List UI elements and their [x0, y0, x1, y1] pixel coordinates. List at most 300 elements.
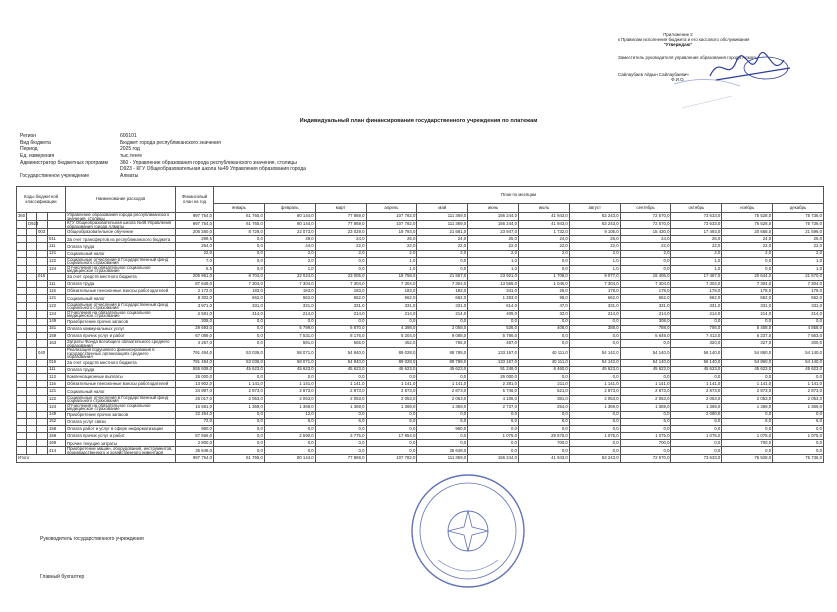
code-cell: [37, 395, 48, 403]
month-value-cell: 183,0: [264, 288, 315, 295]
code-cell: [37, 280, 48, 287]
month-value-cell: 8 460,0: [519, 366, 570, 373]
month-value-cell: 214,0: [366, 310, 417, 318]
month-value-cell: 2 053,0: [569, 395, 620, 403]
month-value-cell: 5 408,0: [722, 325, 773, 332]
month-value-cell: 178,0: [722, 288, 773, 295]
code-cell: [27, 250, 37, 257]
table-row: [17, 221, 824, 229]
month-value-cell: 521,0: [519, 388, 570, 395]
month-value-cell: 1,0: [671, 257, 722, 265]
code-cell: [27, 302, 37, 310]
total-month-cell: 80 144,0: [264, 455, 315, 462]
month-value-cell: 22,0: [569, 243, 620, 250]
month-value-cell: 2 053,0: [722, 395, 773, 403]
code-cell: 158: [48, 425, 66, 432]
month-value-cell: 1,0: [671, 265, 722, 273]
month-value-cell: 8 176,0: [315, 332, 366, 339]
month-value-cell: 6,0: [315, 418, 366, 425]
code-cell: 111: [48, 280, 66, 287]
code-cell: [17, 310, 27, 318]
month-value-cell: 8 704,0: [214, 273, 265, 280]
expense-name-cell: Оплата прочих услуг и работ: [66, 332, 176, 339]
month-value-cell: 75 736,0: [773, 221, 824, 229]
month-value-cell: 15 430,0: [620, 229, 671, 236]
year-plan-cell: 67 089,0: [176, 332, 214, 339]
month-value-cell: 214,0: [671, 310, 722, 318]
requisite-label: Вид бюджета: [20, 139, 51, 146]
table-row: [17, 411, 824, 418]
month-value-cell: 26 000,0: [468, 373, 519, 380]
month-value-cell: 77 869,0: [315, 221, 366, 229]
month-value-cell: 21 581,0: [417, 229, 468, 236]
month-value-cell: 300,0: [773, 340, 824, 348]
month-value-cell: 1 369,0: [417, 403, 468, 411]
month-value-cell: 214,0: [264, 310, 315, 318]
code-cell: [17, 273, 27, 280]
code-cell: D923: [27, 221, 37, 229]
month-value-cell: 80 144,0: [264, 213, 315, 221]
month-value-cell: 56 140,0: [671, 348, 722, 360]
month-value-cell: 662,0: [417, 295, 468, 302]
month-value-cell: 1 075,0: [569, 433, 620, 440]
table-row: [17, 302, 824, 310]
month-value-cell: 61 765,0: [214, 221, 265, 229]
month-value-cell: 3 775,0: [315, 433, 366, 440]
code-cell: [27, 280, 37, 287]
month-value-cell: 662,0: [722, 295, 773, 302]
year-plan-cell: 8 302,0: [176, 295, 214, 302]
code-cell: [17, 373, 27, 380]
month-value-cell: 1 075,0: [620, 433, 671, 440]
year-plan-cell: 34 997,0: [176, 388, 214, 395]
month-value-cell: 0,0: [722, 265, 773, 273]
expense-name-cell: Отчисления на обязательное социальное медицинское страхование: [66, 265, 176, 273]
month-value-cell: 72 570,0: [620, 213, 671, 221]
code-cell: [27, 318, 37, 325]
code-cell: [27, 433, 37, 440]
month-value-cell: 214,0: [722, 310, 773, 318]
code-cell: 124: [48, 310, 66, 318]
code-cell: [27, 388, 37, 395]
code-cell: 414: [48, 447, 66, 455]
month-value-cell: 24,0: [620, 236, 671, 243]
code-cell: [37, 318, 48, 325]
month-value-cell: 89 028,0: [366, 359, 417, 366]
month-value-cell: 0,0: [214, 373, 265, 380]
month-value-cell: 41 943,0: [519, 221, 570, 229]
code-cell: 111: [48, 366, 66, 373]
month-value-cell: 2 281,0: [468, 381, 519, 388]
month-value-cell: 1 141,0: [671, 381, 722, 388]
month-value-cell: 214,0: [773, 310, 824, 318]
table-row: [17, 359, 824, 366]
month-value-cell: 700,0: [519, 440, 570, 447]
month-value-cell: 1 141,0: [214, 381, 265, 388]
month-value-cell: 0,0: [722, 318, 773, 325]
code-cell: [17, 440, 27, 447]
month-value-cell: 1 045,0: [519, 280, 570, 287]
month-value-cell: 49,0: [264, 236, 315, 243]
code-cell: [17, 236, 27, 243]
month-value-cell: 1 369,0: [214, 403, 265, 411]
requisite-value: 360 - Управление образования города республиканского значения, столицы: [120, 159, 297, 166]
month-value-cell: 1,0: [366, 257, 417, 265]
table-row: [17, 265, 824, 273]
month-value-cell: 2 053,0: [417, 395, 468, 403]
month-value-cell: 20 644,0: [722, 273, 773, 280]
month-value-cell: 0,0: [417, 433, 468, 440]
month-value-cell: 2,0: [417, 250, 468, 257]
total-month-cell: 156 244,0: [468, 455, 519, 462]
month-value-cell: 0,0: [722, 411, 773, 418]
month-value-cell: 0,0: [519, 318, 570, 325]
code-cell: 159: [48, 332, 66, 339]
month-value-cell: 22,0: [315, 243, 366, 250]
month-value-cell: 7 304,0: [671, 280, 722, 287]
year-plan-cell: 35 648,0: [176, 447, 214, 455]
header-month: январь: [214, 204, 265, 213]
month-value-cell: 452,0: [366, 340, 417, 348]
month-value-cell: 6 237,0: [722, 332, 773, 339]
header-months-group: План по месяцам: [214, 187, 824, 204]
table-row: [17, 373, 824, 380]
month-value-cell: 1 141,0: [620, 381, 671, 388]
month-value-cell: 1 369,0: [773, 403, 824, 411]
code-cell: [27, 381, 37, 388]
code-cell: 116: [48, 381, 66, 388]
code-cell: [27, 332, 37, 339]
approval-line: Приложение 2: [663, 32, 693, 37]
code-cell: [17, 348, 27, 360]
month-value-cell: 7 304,0: [214, 280, 265, 287]
month-value-cell: 0,0: [671, 425, 722, 432]
code-cell: [17, 340, 27, 348]
total-label-cell: Итого: [17, 455, 176, 462]
month-value-cell: 0,0: [214, 340, 265, 348]
code-cell: [37, 366, 48, 373]
header-month: ноябрь: [722, 204, 773, 213]
month-value-cell: 32,0: [519, 310, 570, 318]
month-value-cell: 2 873,0: [569, 388, 620, 395]
code-cell: [17, 366, 27, 373]
signature-accountant: Главный бухгалтер: [40, 574, 85, 580]
month-value-cell: 21 557,0: [417, 273, 468, 280]
expense-name-cell: Социальные отчисления в Государственный фонд социального страхования: [66, 395, 176, 403]
month-value-cell: 26,0: [519, 288, 570, 295]
table-row: [17, 381, 824, 388]
header-year: Финансовый план на год: [176, 187, 214, 213]
month-value-cell: 183,0: [214, 288, 265, 295]
code-cell: [37, 447, 48, 455]
code-cell: 169: [48, 440, 66, 447]
month-value-cell: 331,0: [315, 302, 366, 310]
requisite-value: 2025 год: [120, 146, 140, 153]
month-value-cell: 18 784,0: [366, 229, 417, 236]
code-cell: [37, 213, 48, 221]
year-plan-cell: 264,0: [176, 243, 214, 250]
expense-name-cell: Социальные отчисления в Государственный фонд социального страхования: [66, 302, 176, 310]
month-value-cell: 1 283,0: [468, 295, 519, 302]
month-value-cell: 2 873,0: [315, 388, 366, 395]
month-value-cell: 0,0: [569, 340, 620, 348]
table-row: [17, 288, 824, 295]
month-value-cell: 662,0: [366, 295, 417, 302]
expense-name-cell: За счет трансфертов из республиканского бюджета: [66, 236, 176, 243]
requisite-row: [20, 173, 306, 180]
code-cell: [27, 373, 37, 380]
requisite-value: Алматы: [120, 172, 139, 179]
month-value-cell: 1 141,0: [569, 381, 620, 388]
expense-name-cell: Отчисления на обязательное социальное медицинское страхование: [66, 403, 176, 411]
expense-name-cell: Социальный налог: [66, 295, 176, 302]
month-value-cell: 2 080,0: [671, 411, 722, 418]
month-value-cell: 662,0: [214, 295, 265, 302]
signature-block: [40, 536, 144, 612]
month-value-cell: 22 073,0: [264, 229, 315, 236]
month-value-cell: 662,0: [315, 295, 366, 302]
month-value-cell: 22,0: [671, 243, 722, 250]
month-value-cell: 0,0: [722, 425, 773, 432]
month-value-cell: 0,0: [519, 265, 570, 273]
table-row: [17, 418, 824, 425]
month-value-cell: 0,0: [417, 265, 468, 273]
requisite-row: [20, 133, 306, 140]
year-plan-cell: 4 267,0: [176, 340, 214, 348]
code-cell: [37, 340, 48, 348]
month-value-cell: 156 244,0: [468, 213, 519, 221]
code-cell: [27, 257, 37, 265]
month-value-cell: 9 077,0: [569, 273, 620, 280]
month-value-cell: 54 142,0: [569, 359, 620, 366]
month-value-cell: 178,0: [773, 288, 824, 295]
month-value-cell: 2 590,0: [264, 433, 315, 440]
month-value-cell: 2 873,0: [620, 388, 671, 395]
code-cell: 124: [48, 265, 66, 273]
month-value-cell: 2 053,0: [264, 395, 315, 403]
month-value-cell: 0,0: [671, 373, 722, 380]
code-cell: [27, 366, 37, 373]
code-cell: [48, 348, 66, 360]
month-value-cell: 0,0: [569, 425, 620, 432]
month-value-cell: 22,0: [722, 243, 773, 250]
month-value-cell: 111 369,0: [417, 221, 468, 229]
month-value-cell: 487,0: [468, 340, 519, 348]
month-value-cell: 788,0: [620, 325, 671, 332]
month-value-cell: 26,0: [671, 236, 722, 243]
approval-line: Ф.И.О.: [671, 77, 685, 82]
year-plan-cell: 13 902,0: [176, 381, 214, 388]
month-value-cell: 45 623,0: [722, 366, 773, 373]
month-value-cell: 308,0: [620, 318, 671, 325]
month-value-cell: 25,0: [468, 236, 519, 243]
month-value-cell: 2,0: [722, 250, 773, 257]
month-value-cell: 0,0: [214, 447, 265, 455]
month-value-cell: 0,0: [620, 425, 671, 432]
code-cell: [27, 325, 37, 332]
code-cell: [17, 411, 27, 418]
code-cell: 122: [48, 257, 66, 265]
month-value-cell: 54 140,0: [773, 359, 824, 366]
month-value-cell: 58 071,0: [264, 348, 315, 360]
month-value-cell: 0,0: [214, 411, 265, 418]
header-month: август: [569, 204, 620, 213]
month-value-cell: 0,0: [366, 318, 417, 325]
month-value-cell: 1 708,0: [519, 273, 570, 280]
month-value-cell: 409,0: [468, 310, 519, 318]
code-cell: [37, 295, 48, 302]
code-cell: [37, 425, 48, 432]
month-value-cell: 9 088,0: [417, 332, 468, 339]
code-cell: [17, 395, 27, 403]
month-value-cell: 72 570,0: [620, 221, 671, 229]
code-cell: [27, 295, 37, 302]
expense-name-cell: Приобретение прочих запасов: [66, 411, 176, 418]
month-value-cell: 0,0: [315, 265, 366, 273]
month-value-cell: 2 737,0: [468, 403, 519, 411]
month-value-cell: 45 623,0: [773, 366, 824, 373]
month-value-cell: 20 668,0: [722, 229, 773, 236]
month-value-cell: 45 623,0: [264, 366, 315, 373]
expense-name-cell: КГУ Общеобразовательная школа №49 Управления образования города Алматы: [66, 221, 176, 229]
total-month-cell: 111 369,0: [417, 455, 468, 462]
month-value-cell: 23 029,0: [315, 229, 366, 236]
code-cell: [17, 418, 27, 425]
month-value-cell: 1 141,0: [366, 381, 417, 388]
month-value-cell: 327,0: [722, 340, 773, 348]
requisite-row: [20, 166, 306, 173]
document-title: Индивидуальный план финансирования государственного учреждения по платежам: [299, 118, 538, 124]
code-cell: [37, 418, 48, 425]
code-cell: [48, 221, 66, 229]
month-value-cell: 54 860,0: [722, 359, 773, 366]
month-value-cell: 665,0: [315, 340, 366, 348]
month-value-cell: 21 570,0: [773, 273, 824, 280]
year-plan-cell: 960,0: [176, 425, 214, 432]
total-month-cell: 107 782,0: [366, 455, 417, 462]
expense-name-cell: Приобретение прочих запасов: [66, 318, 176, 325]
month-value-cell: 0,0: [722, 257, 773, 265]
month-value-cell: 22,0: [417, 243, 468, 250]
month-value-cell: 47,0: [519, 302, 570, 310]
month-value-cell: 17 954,0: [366, 433, 417, 440]
month-value-cell: 0,0: [620, 447, 671, 455]
header-month: март: [315, 204, 366, 213]
year-plan-cell: 29 693,0: [176, 325, 214, 332]
month-value-cell: 54 840,0: [315, 359, 366, 366]
year-plan-cell: 997 754,0: [176, 213, 214, 221]
month-value-cell: 0,0: [569, 373, 620, 380]
code-cell: [37, 257, 48, 265]
month-value-cell: 183,0: [315, 288, 366, 295]
month-value-cell: 58 071,0: [264, 359, 315, 366]
code-cell: [27, 213, 37, 221]
month-value-cell: 53 036,0: [214, 359, 265, 366]
year-plan-cell: 7,0: [176, 257, 214, 265]
month-value-cell: 700,0: [620, 440, 671, 447]
month-value-cell: 0,0: [519, 340, 570, 348]
month-value-cell: 45 623,0: [315, 366, 366, 373]
code-cell: [37, 250, 48, 257]
month-value-cell: 0,0: [569, 447, 620, 455]
month-value-cell: 0,0: [366, 447, 417, 455]
requisite-row: [20, 159, 306, 166]
code-cell: 121: [48, 295, 66, 302]
month-value-cell: 7 304,0: [773, 280, 824, 287]
month-value-cell: 6,0: [620, 418, 671, 425]
month-value-cell: 156 244,0: [468, 221, 519, 229]
month-value-cell: 2 873,0: [722, 388, 773, 395]
code-cell: [17, 250, 27, 257]
signature-head: Руководитель государственного учреждения: [40, 536, 144, 542]
month-value-cell: 2 053,0: [773, 395, 824, 403]
year-plan-cell: 791 494,0: [176, 359, 214, 366]
month-value-cell: 960,0: [417, 425, 468, 432]
month-value-cell: 6,0: [264, 418, 315, 425]
code-cell: 151: [48, 325, 66, 332]
month-value-cell: 6,0: [722, 418, 773, 425]
month-value-cell: 0,0: [315, 318, 366, 325]
month-value-cell: 662,0: [671, 295, 722, 302]
month-value-cell: 0,0: [315, 440, 366, 447]
month-value-cell: 75 736,0: [773, 213, 824, 221]
month-value-cell: 26,0: [773, 236, 824, 243]
expense-name-cell: Затраты Фонда всеобщего обязательного среднего образования: [66, 340, 176, 348]
month-value-cell: 7 304,0: [620, 280, 671, 287]
code-cell: [37, 359, 48, 366]
month-value-cell: 341,0: [468, 288, 519, 295]
month-value-cell: 331,0: [214, 302, 265, 310]
month-value-cell: 63 243,0: [569, 213, 620, 221]
code-cell: [17, 288, 27, 295]
code-cell: [37, 411, 48, 418]
month-value-cell: 0,0: [417, 373, 468, 380]
month-value-cell: 45 623,0: [417, 366, 468, 373]
month-value-cell: 23 947,0: [468, 229, 519, 236]
month-value-cell: 54 840,0: [315, 348, 366, 360]
month-value-cell: 0,0: [773, 318, 824, 325]
code-cell: [17, 302, 27, 310]
code-cell: 003: [37, 229, 48, 236]
month-value-cell: 0,0: [214, 243, 265, 250]
table-row: [17, 388, 824, 395]
month-value-cell: 2,0: [620, 250, 671, 257]
month-value-cell: 7 531,0: [264, 332, 315, 339]
approval-line: Заместитель руководителя управления образования города Алматы: [618, 55, 759, 60]
month-value-cell: 6,0: [773, 418, 824, 425]
month-value-cell: 1 369,0: [722, 403, 773, 411]
month-value-cell: 0,0: [671, 440, 722, 447]
month-value-cell: 0,0: [671, 318, 722, 325]
month-value-cell: 89 788,0: [417, 359, 468, 366]
year-plan-cell: 2 581,0: [176, 310, 214, 318]
month-value-cell: 5 799,0: [264, 325, 315, 332]
month-value-cell: 662,0: [264, 295, 315, 302]
month-value-cell: 0,0: [214, 257, 265, 265]
month-value-cell: 73 633,0: [671, 213, 722, 221]
month-value-cell: 0,0: [264, 373, 315, 380]
month-value-cell: 7 304,0: [264, 280, 315, 287]
code-cell: 011: [48, 236, 66, 243]
month-value-cell: 9 105,0: [569, 229, 620, 236]
approval-line: к Правилам исполнения бюджета и его кассового обслуживания: [618, 37, 750, 42]
expense-name-cell: Приобретение машин, оборудования, инструментов, производственного и хозяйственного инвентаря: [66, 447, 176, 455]
code-cell: [27, 359, 37, 366]
month-value-cell: 0,0: [214, 433, 265, 440]
month-value-cell: 614,0: [468, 302, 519, 310]
header-month: июль: [519, 204, 570, 213]
month-value-cell: 54 140,0: [620, 359, 671, 366]
